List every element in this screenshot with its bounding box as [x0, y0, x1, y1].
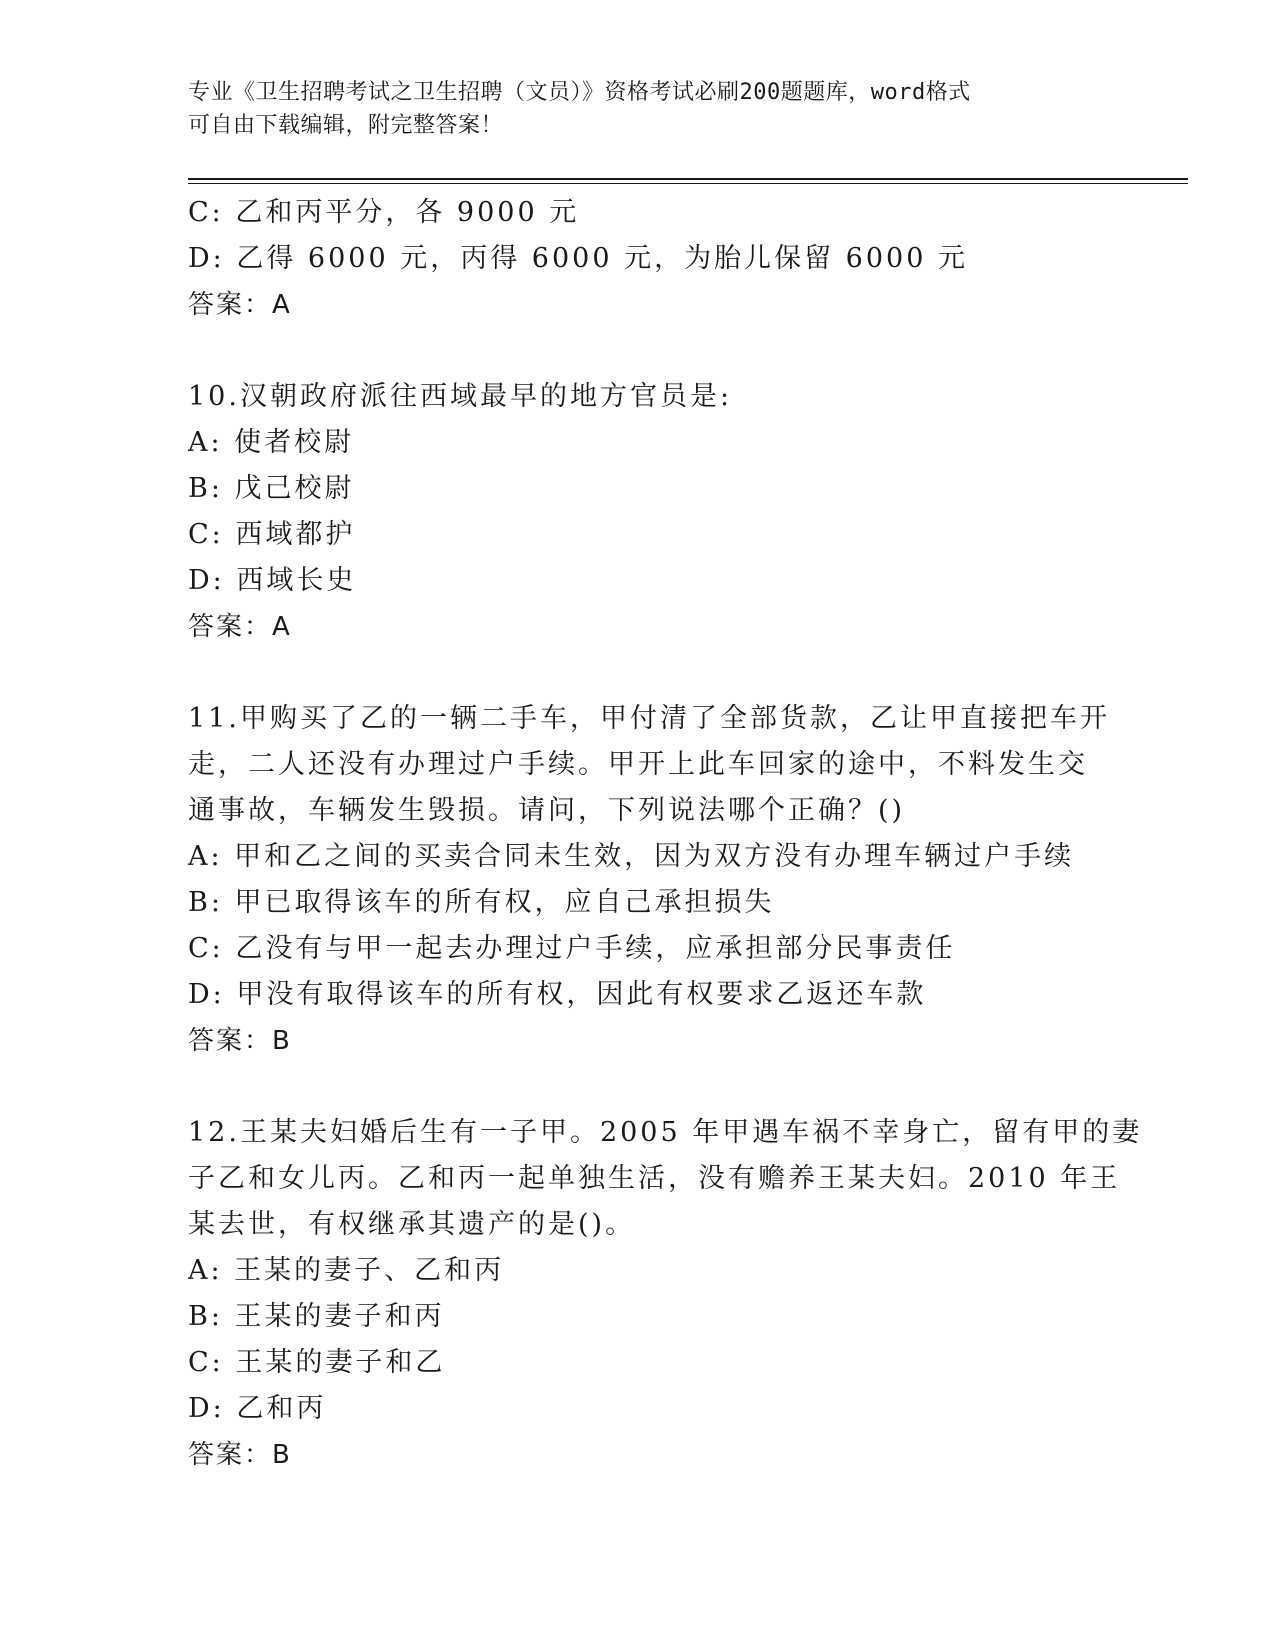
header-divider-thin: [188, 183, 1188, 184]
question-stem-line-1: 12.王某夫妇婚后生有一子甲。2005 年甲遇车祸不幸身亡，留有甲的妻: [188, 1117, 1143, 1148]
answer-line: 答案：A: [188, 290, 292, 320]
option-b: B: 甲已取得该车的所有权，应自己承担损失: [188, 887, 775, 918]
option-d: D: 乙得 6000 元，丙得 6000 元，为胎儿保留 6000 元: [188, 243, 968, 274]
question-12: [188, 1110, 1143, 1478]
option-a: A: 甲和乙之间的买卖合同未生效，因为双方没有办理车辆过户手续: [188, 841, 1075, 872]
option-c: C: 乙和丙平分，各 9000 元: [188, 197, 580, 228]
spacer: [188, 328, 1088, 374]
option-d: D: 乙和丙: [188, 1393, 327, 1424]
question-11: [188, 696, 1110, 1064]
header-title-line-2: 可自由下载编辑，附完整答案！: [188, 113, 504, 138]
option-c: C: 乙没有与甲一起去办理过户手续，应承担部分民事责任: [188, 933, 956, 964]
answer-line: 答案：B: [188, 1440, 292, 1470]
question-stem-line-1: 11.甲购买了乙的一辆二手车，甲付清了全部货款，乙让甲直接把车开: [188, 703, 1110, 734]
question-10: [188, 374, 1088, 650]
header-title-line-1: 专业《卫生招聘考试之卫生招聘（文员）》资格考试必刷200题题库，word格式: [188, 80, 971, 105]
answer-line: 答案：B: [188, 1026, 292, 1056]
option-c: C: 西域都护: [188, 519, 356, 550]
header-divider-thick: [188, 178, 1188, 180]
question-stem-line-3: 通事故，车辆发生毁损。请问，下列说法哪个正确？(): [188, 795, 906, 826]
question-stem-line-2: 走，二人还没有办理过户手续。甲开上此车回家的途中，不料发生交: [188, 749, 1088, 780]
option-b: B: 戊己校尉: [188, 473, 355, 504]
spacer: [188, 1064, 1088, 1110]
answer-line: 答案：A: [188, 612, 292, 642]
question-stem-line-2: 子乙和女儿丙。乙和丙一起单独生活，没有赡养王某夫妇。2010 年王: [188, 1163, 1121, 1194]
question-stem-line-3: 某去世，有权继承其遗产的是()。: [188, 1209, 636, 1240]
question-stem: 10.汉朝政府派往西域最早的地方官员是:: [188, 381, 733, 412]
spacer: [188, 650, 1088, 696]
option-a: A: 使者校尉: [188, 427, 355, 458]
question-content: [188, 190, 1143, 1478]
option-c: C: 王某的妻子和乙: [188, 1347, 446, 1378]
option-d: D: 甲没有取得该车的所有权，因此有权要求乙返还车款: [188, 979, 927, 1010]
option-a: A: 王某的妻子、乙和丙: [188, 1255, 505, 1286]
document-header: [188, 76, 1088, 142]
option-b: B: 王某的妻子和丙: [188, 1301, 445, 1332]
previous-question-tail: [188, 190, 1088, 328]
option-d: D: 西域长史: [188, 565, 357, 596]
